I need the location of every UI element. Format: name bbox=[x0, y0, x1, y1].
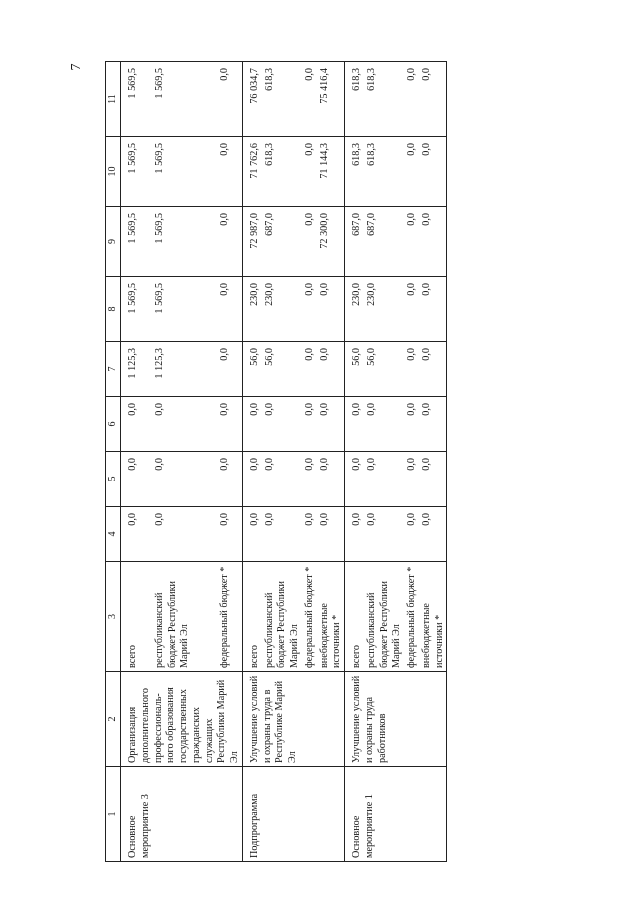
funding-source-cell: федеральный бюджет * bbox=[217, 562, 242, 672]
value-cell: 687,0 bbox=[364, 207, 404, 277]
value-cell: 0,0 bbox=[317, 277, 345, 342]
value-cell: 0,0 bbox=[317, 507, 345, 562]
value-cell: 0,0 bbox=[404, 207, 419, 277]
status-cell: Подпрограмма bbox=[242, 767, 344, 862]
value-cell: 0,0 bbox=[404, 342, 419, 397]
column-number-header: 6 bbox=[106, 397, 121, 452]
value-cell: 1 569,5 bbox=[152, 207, 218, 277]
value-cell: 1 125,3 bbox=[121, 342, 152, 397]
value-cell: 618,3 bbox=[262, 137, 302, 207]
value-cell: 0,0 bbox=[152, 397, 218, 452]
value-cell: 72 987,0 bbox=[242, 207, 261, 277]
table-row bbox=[345, 62, 364, 862]
value-cell: 0,0 bbox=[242, 397, 261, 452]
table-row bbox=[121, 62, 152, 862]
funding-source-cell: федеральный бюджет * bbox=[302, 562, 317, 672]
value-cell: 0,0 bbox=[217, 507, 242, 562]
value-cell: 618,3 bbox=[345, 62, 364, 137]
column-number-header: 11 bbox=[106, 62, 121, 137]
value-cell: 230,0 bbox=[364, 277, 404, 342]
value-cell: 56,0 bbox=[242, 342, 261, 397]
value-cell: 0,0 bbox=[302, 452, 317, 507]
value-cell: 0,0 bbox=[419, 207, 447, 277]
status-cell: Основное мероприятие 3 bbox=[121, 767, 243, 862]
value-cell: 0,0 bbox=[302, 397, 317, 452]
value-cell: 0,0 bbox=[419, 342, 447, 397]
value-cell: 1 569,5 bbox=[121, 137, 152, 207]
value-cell: 0,0 bbox=[317, 342, 345, 397]
value-cell: 56,0 bbox=[262, 342, 302, 397]
value-cell: 0,0 bbox=[364, 397, 404, 452]
value-cell: 230,0 bbox=[262, 277, 302, 342]
value-cell: 0,0 bbox=[302, 277, 317, 342]
value-cell: 0,0 bbox=[364, 507, 404, 562]
value-cell: 0,0 bbox=[345, 507, 364, 562]
value-cell: 72 300,0 bbox=[317, 207, 345, 277]
value-cell: 0,0 bbox=[262, 397, 302, 452]
funding-source-cell: внебюджетные источники * bbox=[317, 562, 345, 672]
funding-source-cell: всего bbox=[121, 562, 152, 672]
value-cell: 0,0 bbox=[317, 452, 345, 507]
value-cell: 1 569,5 bbox=[121, 62, 152, 137]
column-number-header: 5 bbox=[106, 452, 121, 507]
value-cell: 0,0 bbox=[345, 397, 364, 452]
funding-source-cell: внебюджетные источники * bbox=[419, 562, 447, 672]
value-cell: 0,0 bbox=[419, 452, 447, 507]
value-cell: 0,0 bbox=[404, 277, 419, 342]
value-cell: 76 034,7 bbox=[242, 62, 261, 137]
funding-source-cell: всего bbox=[345, 562, 364, 672]
value-cell: 0,0 bbox=[262, 507, 302, 562]
program-name-cell: Улучшение условий и охраны труда работников bbox=[345, 672, 447, 767]
value-cell: 1 125,3 bbox=[152, 342, 218, 397]
column-number-header: 1 bbox=[106, 767, 121, 862]
status-cell: Основное мероприятие 1 bbox=[345, 767, 447, 862]
column-number-header: 7 bbox=[106, 342, 121, 397]
funding-source-cell: республиканский бюджет Республики Марий Эл bbox=[152, 562, 218, 672]
page-number: 7 bbox=[69, 63, 84, 71]
value-cell: 0,0 bbox=[404, 507, 419, 562]
value-cell: 0,0 bbox=[364, 452, 404, 507]
value-cell: 618,3 bbox=[364, 137, 404, 207]
value-cell: 0,0 bbox=[217, 342, 242, 397]
funding-table bbox=[105, 61, 447, 862]
value-cell: 1 569,5 bbox=[121, 207, 152, 277]
value-cell: 0,0 bbox=[152, 452, 218, 507]
value-cell: 0,0 bbox=[404, 452, 419, 507]
program-name-cell: Улучшение условий и охраны труда в Республике Марий Эл bbox=[242, 672, 344, 767]
value-cell: 0,0 bbox=[404, 397, 419, 452]
value-cell: 0,0 bbox=[242, 452, 261, 507]
value-cell: 1 569,5 bbox=[152, 62, 218, 137]
value-cell: 687,0 bbox=[345, 207, 364, 277]
column-number-row bbox=[106, 62, 121, 862]
value-cell: 0,0 bbox=[419, 277, 447, 342]
value-cell: 0,0 bbox=[302, 342, 317, 397]
column-number-header: 2 bbox=[106, 672, 121, 767]
rotated-table-wrapper bbox=[105, 62, 575, 862]
program-name-cell: Организация дополнительного профессиональ-ного образования государственных гражданских служащих Республики Марий Эл bbox=[121, 672, 243, 767]
column-number-header: 10 bbox=[106, 137, 121, 207]
funding-source-cell: республиканский бюджет Республики Марий Эл bbox=[262, 562, 302, 672]
funding-source-cell: федеральный бюджет * bbox=[404, 562, 419, 672]
value-cell: 0,0 bbox=[345, 452, 364, 507]
value-cell: 0,0 bbox=[419, 137, 447, 207]
value-cell: 0,0 bbox=[217, 207, 242, 277]
value-cell: 56,0 bbox=[345, 342, 364, 397]
value-cell: 1 569,5 bbox=[152, 137, 218, 207]
value-cell: 0,0 bbox=[121, 507, 152, 562]
value-cell: 0,0 bbox=[121, 397, 152, 452]
value-cell: 0,0 bbox=[419, 397, 447, 452]
table-body bbox=[121, 62, 447, 862]
value-cell: 0,0 bbox=[317, 397, 345, 452]
value-cell: 230,0 bbox=[242, 277, 261, 342]
column-number-header: 8 bbox=[106, 277, 121, 342]
column-number-header: 4 bbox=[106, 507, 121, 562]
value-cell: 0,0 bbox=[152, 507, 218, 562]
table-row bbox=[242, 62, 261, 862]
value-cell: 56,0 bbox=[364, 342, 404, 397]
value-cell: 0,0 bbox=[419, 62, 447, 137]
value-cell: 0,0 bbox=[404, 62, 419, 137]
value-cell: 687,0 bbox=[262, 207, 302, 277]
value-cell: 0,0 bbox=[217, 452, 242, 507]
column-number-header: 9 bbox=[106, 207, 121, 277]
value-cell: 0,0 bbox=[217, 137, 242, 207]
value-cell: 1 569,5 bbox=[152, 277, 218, 342]
value-cell: 71 144,3 bbox=[317, 137, 345, 207]
value-cell: 1 569,5 bbox=[121, 277, 152, 342]
value-cell: 618,3 bbox=[345, 137, 364, 207]
value-cell: 71 762,6 bbox=[242, 137, 261, 207]
value-cell: 618,3 bbox=[364, 62, 404, 137]
value-cell: 0,0 bbox=[302, 62, 317, 137]
column-number-header: 3 bbox=[106, 562, 121, 672]
value-cell: 618,3 bbox=[262, 62, 302, 137]
value-cell: 0,0 bbox=[302, 507, 317, 562]
value-cell: 0,0 bbox=[262, 452, 302, 507]
value-cell: 230,0 bbox=[345, 277, 364, 342]
funding-source-cell: всего bbox=[242, 562, 261, 672]
value-cell: 0,0 bbox=[404, 137, 419, 207]
value-cell: 0,0 bbox=[217, 277, 242, 342]
funding-source-cell: республиканский бюджет Республики Марий Эл bbox=[364, 562, 404, 672]
value-cell: 0,0 bbox=[302, 207, 317, 277]
value-cell: 0,0 bbox=[121, 452, 152, 507]
value-cell: 75 416,4 bbox=[317, 62, 345, 137]
value-cell: 0,0 bbox=[217, 62, 242, 137]
value-cell: 0,0 bbox=[419, 507, 447, 562]
value-cell: 0,0 bbox=[302, 137, 317, 207]
value-cell: 0,0 bbox=[242, 507, 261, 562]
value-cell: 0,0 bbox=[217, 397, 242, 452]
